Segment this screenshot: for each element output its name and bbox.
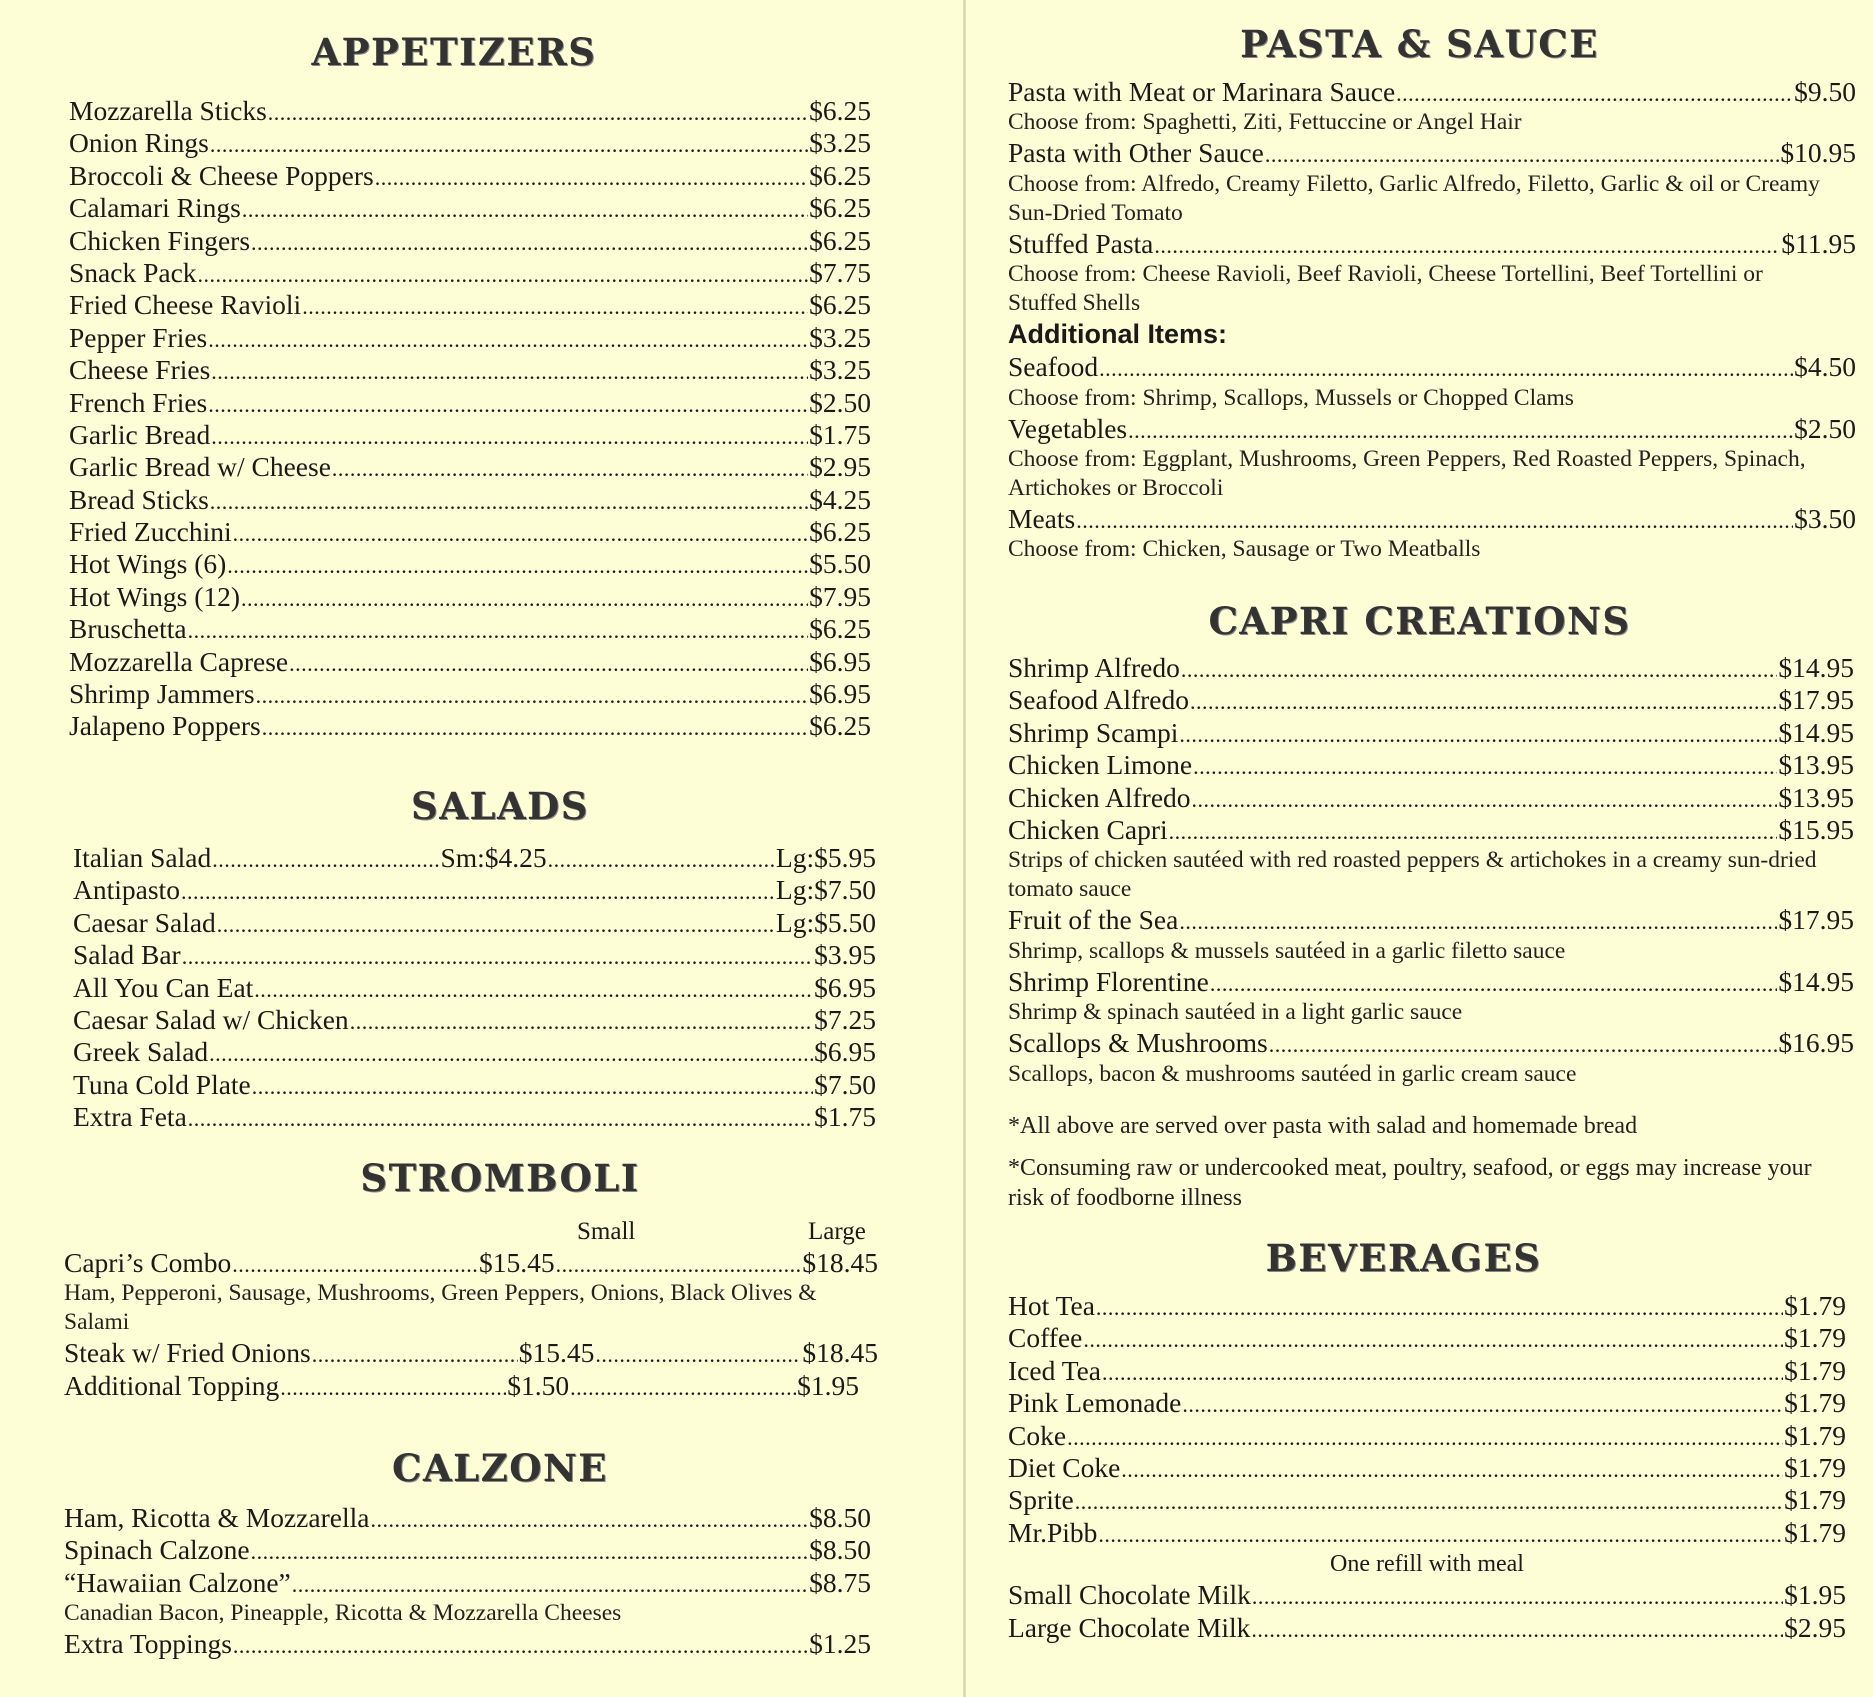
item-price: $4.50: [1794, 351, 1856, 383]
item-name: Jalapeno Poppers: [69, 710, 261, 742]
item-name: Fried Zucchini: [69, 516, 232, 548]
item-name: Seafood: [1008, 351, 1099, 383]
item-name: Onion Rings: [69, 127, 209, 159]
item-price: $13.95: [1778, 781, 1854, 813]
stromboli-heading: STROMBOLI: [360, 1156, 640, 1200]
item-price: $1.25: [809, 1628, 871, 1660]
menu-item: [1008, 1452, 1846, 1484]
menu-item: [1008, 782, 1854, 814]
leader-dots: [227, 548, 808, 580]
leader-dots: [280, 1370, 506, 1402]
right-page: [966, 0, 1873, 1697]
menu-item: [1008, 684, 1854, 716]
item-name: Tuna Cold Plate: [73, 1068, 251, 1100]
item-price: $6.25: [809, 710, 871, 742]
item-name: Salad Bar: [73, 939, 181, 971]
item-price: $6.25: [809, 95, 871, 126]
item-name: Chicken Limone: [1008, 749, 1193, 781]
leader-dots: [1096, 1290, 1783, 1322]
item-name: Shrimp Scampi: [1008, 716, 1179, 748]
item-price: $15.95: [1778, 813, 1854, 845]
menu-item: [1008, 228, 1856, 260]
leader-dots: [332, 451, 808, 483]
menu-item: [1008, 413, 1856, 445]
item-price: $5.50: [809, 548, 871, 580]
menu-item: [69, 581, 871, 613]
item-name: Mr.Pibb: [1008, 1516, 1098, 1548]
menu-item: [73, 1101, 876, 1133]
pasta-list: [1008, 76, 1856, 564]
leader-dots: [1265, 137, 1780, 169]
leader-dots: [1076, 503, 1793, 535]
item-price: $4.25: [809, 483, 871, 515]
item-description: Choose from: Cheese Ravioli, Beef Ravioli, Cheese Tortellini, Beef Tortellini or Stuffed Shells: [1008, 261, 1763, 317]
item-name: Bruschetta: [69, 613, 187, 645]
item-name: Broccoli & Cheese Poppers: [69, 159, 374, 191]
menu-item: [1008, 1290, 1846, 1322]
leader-dots: [1179, 904, 1777, 936]
leader-dots: [188, 1101, 813, 1133]
item-name: Caesar Salad w/ Chicken: [73, 1003, 349, 1035]
menu-item: [64, 1534, 871, 1566]
leader-dots: [1181, 652, 1778, 684]
item-price-small: $1.50: [507, 1369, 570, 1401]
stromboli-large-header: Large: [808, 1218, 866, 1245]
leader-dots: [1193, 749, 1777, 781]
additional-items-title: Additional Items:: [1008, 319, 1228, 350]
item-name: Mozzarella Caprese: [69, 645, 289, 677]
item-name: Mozzarella Sticks: [69, 95, 267, 126]
beverages-list: [1008, 1290, 1846, 1644]
menu-item: [1008, 76, 1856, 108]
menu-item: [64, 1628, 871, 1660]
leader-dots: [556, 1247, 802, 1279]
menu-item: [64, 1337, 878, 1369]
leader-dots: [1269, 1027, 1778, 1059]
calzone-list: [64, 1502, 871, 1661]
stromboli-small-header: Small: [577, 1218, 636, 1245]
leader-dots: [375, 160, 808, 192]
menu-item: [64, 1502, 871, 1534]
menu-item: [73, 939, 876, 971]
item-price: $7.25: [814, 1003, 876, 1035]
leader-dots: [251, 1534, 809, 1566]
item-price: $1.79: [1784, 1290, 1846, 1321]
menu-item: [69, 419, 871, 451]
leader-dots: [1190, 684, 1777, 716]
item-description: Canadian Bacon, Pineapple, Ricotta & Mozzarella Cheeses: [64, 1600, 622, 1627]
menu-item: [1008, 814, 1854, 846]
item-price: $3.95: [814, 939, 876, 971]
item-price: $14.95: [1778, 965, 1854, 997]
menu-item: [64, 1370, 859, 1402]
item-price: $6.25: [809, 224, 871, 256]
leader-dots: [212, 842, 439, 874]
menu-item: [1008, 1387, 1846, 1419]
item-name: Calamari Rings: [69, 192, 241, 224]
refill-note: One refill with meal: [1330, 1551, 1524, 1578]
leader-dots: [182, 939, 813, 971]
leader-dots: [1083, 1322, 1783, 1354]
leader-dots: [188, 613, 809, 645]
leader-dots: [252, 1069, 813, 1101]
salads-heading: SALADS: [411, 784, 589, 828]
item-name: Caesar Salad: [73, 906, 216, 938]
item-price: $1.79: [1784, 1451, 1846, 1483]
menu-item: [1008, 503, 1856, 535]
menu-item: [1008, 717, 1854, 749]
item-price: $6.25: [809, 613, 871, 645]
menu-item: [1008, 1355, 1846, 1387]
menu-item: [69, 516, 871, 548]
leader-dots: [1179, 717, 1777, 749]
menu-item: [69, 95, 871, 127]
item-name: Additional Topping: [64, 1369, 280, 1401]
item-name: Chicken Fingers: [69, 224, 251, 256]
item-name: Pink Lemonade: [1008, 1387, 1182, 1419]
item-description: Shrimp, scallops & mussels sautéed in a garlic filetto sauce: [1008, 937, 1566, 964]
leader-dots: [548, 842, 775, 874]
leader-dots: [242, 192, 808, 224]
item-name: Shrimp Jammers: [69, 678, 255, 710]
leader-dots: [1252, 1579, 1783, 1611]
menu-item: [1008, 1579, 1846, 1611]
leader-dots: [232, 1247, 478, 1279]
item-price: $8.75: [809, 1566, 871, 1598]
menu-item: [1008, 749, 1854, 781]
item-name: Seafood Alfredo: [1008, 684, 1189, 716]
item-name: Diet Coke: [1008, 1451, 1121, 1483]
menu-item: [69, 548, 871, 580]
item-price-large: $1.95: [797, 1369, 859, 1401]
item-price: $3.25: [809, 321, 871, 353]
item-description: Shrimp & spinach sautéed in a light garlic sauce: [1008, 999, 1463, 1026]
leader-dots: [211, 354, 808, 386]
leader-dots: [312, 1337, 518, 1369]
leader-dots: [292, 1567, 808, 1599]
item-name: Pepper Fries: [69, 321, 208, 353]
item-price: $16.95: [1778, 1027, 1854, 1059]
calzone-heading: CALZONE: [392, 1446, 608, 1490]
item-name: Shrimp Alfredo: [1008, 652, 1180, 683]
beverages-heading: BEVERAGES: [1265, 1236, 1542, 1280]
menu-item: [73, 1004, 876, 1036]
pasta-heading: PASTA & SAUCE: [1240, 22, 1599, 66]
item-name: Cheese Fries: [69, 354, 211, 386]
item-name: Capri’s Combo: [64, 1247, 232, 1278]
calzone-items: [64, 1502, 871, 1599]
item-price: $6.25: [809, 159, 871, 191]
item-price: $6.95: [809, 678, 871, 710]
leader-dots: [1098, 1517, 1783, 1549]
leader-dots: [209, 1036, 813, 1068]
item-name: Coffee: [1008, 1322, 1083, 1354]
item-price: $6.25: [809, 516, 871, 548]
item-name: Coke: [1008, 1419, 1067, 1451]
beverage-items: [1008, 1290, 1846, 1549]
leader-dots: [233, 516, 808, 548]
menu-item: [69, 710, 871, 742]
item-price: $1.75: [809, 418, 871, 450]
item-name: Meats: [1008, 502, 1076, 534]
leader-dots: [1169, 814, 1778, 846]
menu-item: [69, 257, 871, 289]
item-price: $9.50: [1794, 76, 1856, 107]
item-description: Choose from: Chicken, Sausage or Two Meatballs: [1008, 536, 1481, 563]
item-price: $8.50: [809, 1534, 871, 1566]
appetizers-list: [69, 95, 871, 743]
item-description: Scallops, bacon & mushrooms sautéed in garlic cream sauce: [1008, 1060, 1577, 1087]
menu-item: [1008, 966, 1854, 998]
leader-dots: [350, 1004, 813, 1036]
item-name: Vegetables: [1008, 412, 1128, 444]
leader-dots: [233, 1628, 808, 1660]
item-name: Pasta with Meat or Marinara Sauce: [1008, 76, 1396, 107]
item-name: Sprite: [1008, 1484, 1074, 1516]
leader-dots: [1121, 1452, 1783, 1484]
leader-dots: [1192, 782, 1778, 814]
menu-item: [69, 678, 871, 710]
leader-dots: [1102, 1355, 1783, 1387]
item-name: Antipasto: [73, 874, 180, 906]
menu-item: [69, 192, 871, 224]
menu-item: [73, 1036, 876, 1068]
item-price-small: $15.45: [479, 1247, 555, 1278]
item-name: Ham, Ricotta & Mozzarella: [64, 1502, 370, 1533]
menu-item: [73, 842, 876, 874]
leader-dots: [1251, 1612, 1783, 1644]
menu-item: [69, 289, 871, 321]
leader-dots: [211, 419, 808, 451]
item-price-large: $18.45: [802, 1337, 879, 1369]
item-name: Extra Toppings: [64, 1628, 232, 1660]
leader-dots: [256, 678, 809, 710]
leader-dots: [241, 581, 808, 613]
item-price: $14.95: [1778, 716, 1854, 748]
item-name: Stuffed Pasta: [1008, 227, 1154, 259]
item-description: Choose from: Alfredo, Creamy Filetto, Garlic Alfredo, Filetto, Garlic & oil or Creamy Sun-Dried Tomato: [1008, 170, 1820, 226]
menu-item: [69, 484, 871, 516]
item-name: Garlic Bread w/ Cheese: [69, 451, 331, 483]
item-price-large: $18.45: [802, 1247, 879, 1278]
menu-item: [1008, 1322, 1846, 1354]
item-price: $1.79: [1784, 1354, 1846, 1386]
item-price: $2.95: [1784, 1611, 1846, 1643]
item-name: Large Chocolate Milk: [1008, 1611, 1251, 1643]
item-price: Lg:$7.50: [775, 874, 876, 906]
item-price: $6.95: [809, 645, 871, 677]
menu-item: [69, 387, 871, 419]
leader-dots: [268, 95, 808, 127]
menu-item: [69, 613, 871, 645]
item-price: $1.79: [1784, 1484, 1846, 1516]
item-price-small: Sm:$4.25: [440, 842, 547, 873]
stromboli-list: [64, 1247, 878, 1402]
item-price: $13.95: [1778, 749, 1854, 781]
menu-item: [69, 160, 871, 192]
item-name: Garlic Bread: [69, 418, 211, 450]
menu-item: [73, 907, 876, 939]
appetizers-heading: APPETIZERS: [311, 30, 597, 74]
menu-item: [1008, 1420, 1846, 1452]
leader-dots: [370, 1502, 808, 1534]
item-name: All You Can Eat: [73, 971, 254, 1003]
footnote-served: *All above are served over pasta with salad and homemade bread: [1008, 1112, 1638, 1139]
menu-item: [69, 225, 871, 257]
item-price: $6.95: [814, 971, 876, 1003]
item-description: Ham, Pepperoni, Sausage, Mushrooms, Green Peppers, Onions, Black Olives & Salami: [64, 1280, 817, 1336]
item-price-small: $15.45: [518, 1337, 595, 1369]
item-price: Lg:$5.50: [775, 906, 876, 938]
milk-items: [1008, 1579, 1846, 1644]
item-price: $10.95: [1780, 137, 1856, 169]
leader-dots: [251, 225, 808, 257]
item-price: $7.75: [809, 256, 871, 288]
leader-dots: [262, 710, 808, 742]
item-price: $3.25: [809, 127, 871, 159]
item-price: $2.50: [1794, 412, 1856, 444]
item-name: Hot Wings (12): [69, 580, 241, 612]
item-price: $1.79: [1784, 1419, 1846, 1451]
menu-item: [69, 451, 871, 483]
item-name: Fried Cheese Ravioli: [69, 289, 302, 321]
item-price: $17.95: [1778, 684, 1854, 716]
item-description: Choose from: Spaghetti, Ziti, Fettuccine or Angel Hair: [1008, 109, 1522, 136]
menu-item: [64, 1567, 871, 1599]
capri-list: [1008, 652, 1854, 1213]
leader-dots: [210, 484, 808, 516]
menu-item: [1008, 351, 1856, 383]
menu-item: [69, 322, 871, 354]
menu-item: [69, 354, 871, 386]
leader-dots: [1075, 1484, 1783, 1516]
menu-item: [73, 1069, 876, 1101]
leader-dots: [1154, 228, 1780, 260]
item-name: Chicken Alfredo: [1008, 781, 1191, 813]
leader-dots: [570, 1370, 796, 1402]
leader-dots: [210, 127, 808, 159]
leader-dots: [1099, 351, 1793, 383]
item-price: $2.50: [809, 386, 871, 418]
leader-dots: [254, 972, 813, 1004]
leader-dots: [595, 1337, 801, 1369]
item-name: Greek Salad: [73, 1036, 209, 1068]
item-name: Scallops & Mushrooms: [1008, 1027, 1268, 1059]
item-description: Strips of chicken sautéed with red roasted peppers & artichokes in a creamy sun-dried tomato sauce: [1008, 847, 1817, 903]
item-price: $2.95: [809, 451, 871, 483]
menu-item: [1008, 1027, 1854, 1059]
leader-dots: [1128, 413, 1793, 445]
menu-item: [1008, 904, 1854, 936]
item-name: Hot Wings (6): [69, 548, 227, 580]
item-name: Steak w/ Fried Onions: [64, 1337, 311, 1369]
item-price: $17.95: [1778, 904, 1854, 936]
item-name: Small Chocolate Milk: [1008, 1579, 1251, 1611]
item-name: Bread Sticks: [69, 483, 209, 515]
item-price: $1.79: [1784, 1387, 1846, 1419]
item-price: $3.25: [809, 354, 871, 386]
leader-dots: [208, 322, 808, 354]
item-name: Pasta with Other Sauce: [1008, 137, 1264, 169]
menu-item: [64, 1247, 878, 1279]
item-price: $7.95: [809, 580, 871, 612]
item-price: $7.50: [814, 1068, 876, 1100]
capri-heading: CAPRI CREATIONS: [1208, 599, 1631, 643]
item-name: Italian Salad: [73, 842, 212, 873]
menu-item: [1008, 1612, 1846, 1644]
salads-list: [73, 842, 876, 1134]
leader-dots: [1210, 966, 1777, 998]
leader-dots: [1182, 1387, 1783, 1419]
menu-item: [1008, 652, 1854, 684]
leader-dots: [217, 907, 775, 939]
menu-item: [73, 972, 876, 1004]
footnote-consuming-raw: *Consuming raw or undercooked meat, poultry, seafood, or eggs may increase your risk of foodborne illness: [1008, 1154, 1812, 1211]
item-price: $1.95: [1784, 1579, 1846, 1611]
item-price: $1.79: [1784, 1322, 1846, 1354]
capri-items: [1008, 652, 1854, 846]
item-description: Choose from: Shrimp, Scallops, Mussels or Chopped Clams: [1008, 384, 1574, 411]
item-name: Chicken Capri: [1008, 813, 1168, 845]
item-price: $6.95: [814, 1036, 876, 1068]
item-price: $6.25: [809, 192, 871, 224]
leader-dots: [208, 387, 808, 419]
item-name: “Hawaiian Calzone”: [64, 1566, 291, 1598]
item-price: $1.75: [814, 1101, 876, 1133]
leader-dots: [1396, 76, 1793, 108]
item-price: $11.95: [1781, 227, 1856, 259]
menu-item: [1008, 1517, 1846, 1549]
menu-item: [1008, 137, 1856, 169]
item-name: Hot Tea: [1008, 1290, 1095, 1321]
item-price: $6.25: [809, 289, 871, 321]
leader-dots: [289, 646, 808, 678]
item-price: $3.50: [1794, 502, 1856, 534]
item-description: Choose from: Eggplant, Mushrooms, Green Peppers, Red Roasted Peppers, Spinach, Artichokes or Broccoli: [1008, 445, 1806, 501]
leader-dots: [198, 257, 809, 289]
item-price: $1.79: [1784, 1516, 1846, 1548]
item-name: Extra Feta: [73, 1101, 187, 1133]
menu-item: [69, 127, 871, 159]
menu-item: [69, 646, 871, 678]
salads-items: [73, 874, 876, 1133]
menu-item: [1008, 1484, 1846, 1516]
item-name: Fruit of the Sea: [1008, 904, 1179, 936]
item-name: Spinach Calzone: [64, 1534, 250, 1566]
item-price-large: Lg:$5.95: [775, 842, 876, 873]
item-name: Iced Tea: [1008, 1354, 1101, 1386]
item-name: Snack Pack: [69, 256, 197, 288]
leader-dots: [1067, 1420, 1783, 1452]
item-name: French Fries: [69, 386, 208, 418]
menu-item: [73, 874, 876, 906]
item-price: $8.50: [809, 1502, 871, 1533]
item-price: $14.95: [1778, 652, 1854, 683]
leader-dots: [302, 289, 808, 321]
leader-dots: [181, 874, 775, 906]
item-name: Shrimp Florentine: [1008, 965, 1209, 997]
